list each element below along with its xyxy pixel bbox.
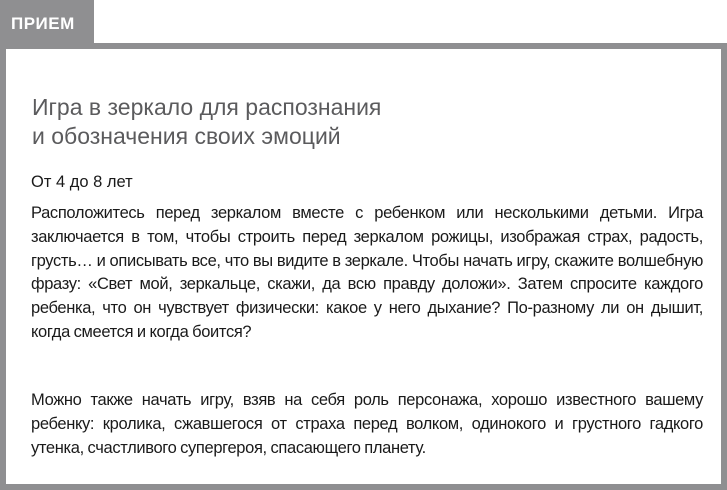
age-range: От 4 до 8 лет (31, 173, 133, 191)
section-tab (0, 0, 94, 44)
body-paragraph-2: Можно также начать игру, взяв на себя роль персонажа, хорошо известного вашему ребенку: кролика, сжавшегося от страха перед волком, одинокого и грустного гадкого утенка, счастливого супергероя, спасающего планету. (31, 391, 703, 457)
technique-title-line1: Игра в зеркало для распознания (32, 94, 382, 120)
technique-title (32, 93, 632, 151)
body-paragraph-1: Расположитесь перед зеркалом вместе с ребенком или несколькими детьми. Игра заключается в том, чтобы строить перед зеркалом рожицы, изображая страх, радость, грусть… и описывать все, что вы видите в зеркале. Чтобы начать игру, скажите волшебную фразу: «Свет мой, зеркальце, скажи, да всю правду доложи». Затем спросите каждого ребенка, что он чувствует физически: какое у него дыхание? По-разному ли он дышит, когда смеется и когда боится? (31, 204, 703, 341)
technique-box (0, 43, 727, 490)
technique-title-line2: и обозначения своих эмоций (32, 123, 341, 149)
section-tab-label: ПРИЕМ (11, 14, 75, 33)
